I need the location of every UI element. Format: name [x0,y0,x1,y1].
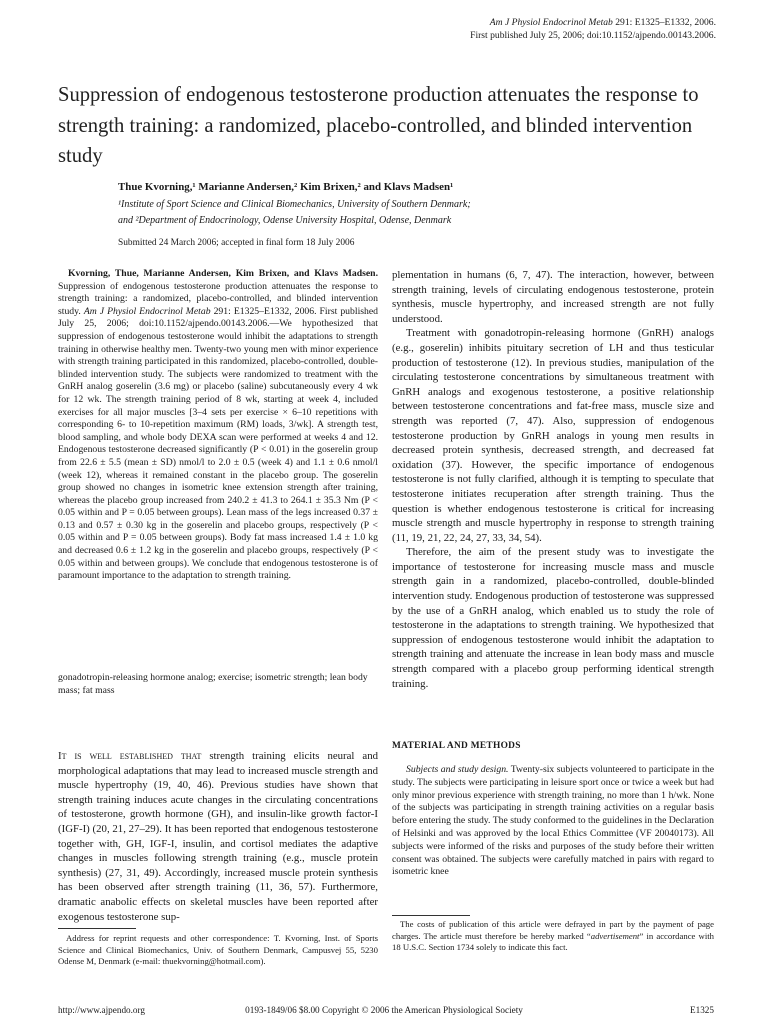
header-citation: 291: E1325–E1332, 2006. [612,17,716,28]
methods-text: Twenty-six subjects volunteered to participate in the study. The subjects were participating in leisure sport once or twice a week but had only minor previous experience with strength training, no more than 1 h/wk. None of the subjects was participating in strength training activities on a regular basis before entering the study. The study conformed to the guidelines in the Declaration of Helsinki and was approved by the local Ethics Committee (VF 20040173). All subjects were informed of the risks and purposes of the study before their written consent was obtained. The subjects were carefully matched in pairs with regard to isometric knee [392,764,714,878]
intro-paragraph-gnrh: Treatment with gonadotropin-releasing hormone (GnRH) analogs (e.g., goserelin) inhibits pituitary secretion of LH and thus testicular production of testosterone (12). In previous studies, manipulation of the circulating testosterone concentrations by simultaneous treatment with GnRH analogs and exogenous testosterone, a positive relationship between testosterone concentrations and fat-free mass, muscle size and strength was reported (7, 47). Also, suppression of endogenous testosterone production by GnRH analogs in young men results in decreased protein synthesis, decreased strength, and decreased fat oxidation (37). However, the specific importance of endogenous testosterone is not fully clarified, although it is tempting to speculate that testosterone initiates recuperation after strength training. Thus the question is whether endogenous testosterone is critical for increasing muscle strength and muscle hypertrophy in response to strength training (11, 19, 21, 22, 24, 27, 33, 34, 54). [392,327,714,544]
footer-page-number: E1325 [690,1005,714,1015]
section-heading-methods: MATERIAL AND METHODS [392,741,521,751]
introduction [58,749,378,924]
intro-lead: It is well established that [58,750,202,762]
affiliations [118,197,718,228]
abstract-paragraph [58,268,378,583]
affiliation-2: and ²Department of Endocrinology, Odense University Hospital, Odense, Denmark [118,214,452,226]
abstract-body: We hypothesized that suppression of endogenous testosterone would inhibit the adaptations to strength training in otherwise healthy men. Twenty-two young men with minor experience with strength training participated in this randomized, placebo-controlled, double-blinded intervention study. The subjects were randomized to treatment with the GnRH analog goserelin (3.6 mg) or placebo (saline) subcutaneously every 4 wk for 12 wk. The strength training period of 8 wk, starting at week 4, included exercises for all major muscles [3–4 sets per exercise × 6–10 repetitions with corresponding 6- to 10-repetition maximum (RM) loads, 3/wk]. A strength test, blood sampling, and whole body DEXA scan were performed at weeks 4 and 12. Endogenous testosterone decreased significantly (P < 0.01) in the goserelin group from 22.6 ± 5.5 (mean ± SD) nmol/l to 2.0 ± 0.5 (week 4) and 1.1 ± 0.6 nmol/l (week 12), whereas it remained constant in the placebo group. The goserelin group showed no changes in isometric knee extension strength after training, whereas the placebo group increased from 240.2 ± 41.3 to 264.1 ± 35.3 Nm (P < 0.05 within and P = 0.05 between groups). Lean mass of the legs increased 0.37 ± 0.13 and 0.57 ± 0.30 kg in the goserelin and placebo groups, respectively (P < 0.05 within and P = 0.05 between groups). Body fat mass increased 1.4 ± 1.0 kg and decreased 0.6 ± 1.2 kg in the goserelin and placebo groups, respectively (P < 0.05 within and between groups). We conclude that endogenous testosterone is of paramount importance to the adaptation to strength training. [58,318,378,582]
footer-copyright: 0193-1849/06 $8.00 Copyright © 2006 the American Physiological Society [245,1005,523,1015]
intro-text: strength training elicits neural and morphological adaptations that may lead to increased muscle strength and muscle hypertrophy (19, 40, 46). Previous studies have shown that strength training induces acute changes in the circulating concentrations of testosterone, growth hormone (GH), and insulin-like growth factor-I (IGF-I) (20, 21, 27–29). It has been reported that endogenous testosterone together with, GH, IGF-I, insulin, and cortisol mediates the adaptive changes in muscles following strength training (e.g., muscle protein synthesis) (27, 31, 49). Accordingly, increased muscle protein synthesis has been observed after strength training (11, 36, 57). Furthermore, dramatic anabolic effects on skeletal muscles have been reported after exogenous testosterone sup- [58,750,378,923]
author-list: Thue Kvorning,¹ Marianne Andersen,² Kim Brixen,² and Klavs Madsen¹ [118,181,454,193]
footnote-rule-left [58,928,136,929]
footnote-address [58,933,378,968]
abstract-authors: Kvorning, Thue, Marianne Andersen, Kim Brixen, and Klavs Madsen. [68,268,378,279]
methods-paragraph [392,764,714,879]
affiliation-1: ¹Institute of Sport Science and Clinical Biomechanics, University of Southern Denmark; [118,199,471,210]
abstract [58,268,378,583]
footnote-costs-post: ” in accordance with 18 U.S.C. Section 1734 solely to indicate this fact. [392,930,714,952]
footnote-address-text: Address for reprint requests and other correspondence: T. Kvorning, Inst. of Sports Science and Clinical Biomechanics, Univ. of Southern Denmark, Campusvej 55, 5230 Odense M, Denmark (e-mail: thuekvorning@hotmail.com). [58,933,378,966]
intro-paragraph-aim: Therefore, the aim of the present study was to investigate the importance of testosterone for increasing muscle mass and muscle strength gain in a randomized, placebo-controlled, double-blinded intervention study. Endogenous production of testosterone was suppressed by the use of a GnRH analog, which enabled us to study the role of testosterone in the adaptations to strength training. We hypothesized that suppression of endogenous testosterone would inhibit the adaptation to strength training and attenuate the increase in lean body mass and muscle strength compared with a placebo group performing identical strength training. [392,546,714,690]
abstract-title: Suppression of endogenous testosterone production attenuates the response to strength training: a randomized, placebo-controlled, and blinded intervention study. [58,280,378,317]
header-journal: Am J Physiol Endocrinol Metab [489,17,613,28]
abstract-journal: Am J Physiol Endocrinol Metab [83,305,211,317]
intro-paragraph [58,749,378,924]
keywords: gonadotropin-releasing hormone analog; exercise; isometric strength; lean body mass; fat mass [58,672,368,696]
abstract-citation: 291: E1325–E1332, 2006. First published July 25, 2006; doi:10.1152/ajpendo.00143.2006.— [58,305,379,330]
footer-url[interactable]: http://www.ajpendo.org [58,1005,146,1015]
right-column [392,268,714,691]
methods-subheading: Subjects and study design. [406,764,509,775]
methods-section [392,764,714,879]
header-published: First published July 25, 2006; doi:10.1152/ajpendo.00143.2006. [470,30,716,41]
footnote-costs-text [392,919,714,954]
submission-dates: Submitted 24 March 2006; accepted in final form 18 July 2006 [118,238,355,248]
footnote-costs [392,919,714,954]
footnote-costs-italic: advertisement [590,930,640,941]
footnote-costs-pre: The costs of publication of this article were defrayed in part by the payment of page charges. The article must therefore be hereby marked “ [392,919,714,941]
article-title: Suppression of endogenous testosterone production attenuates the response to strength training: a randomized, placebo-controlled, and blinded intervention study [58,84,699,167]
footnote-rule-right [392,915,470,916]
running-header [296,16,716,42]
intro-continuation: plementation in humans (6, 7, 47). The interaction, however, between strength training, levels of circulating endogenous testosterone, protein synthesis, muscle hypertrophy, and increased strength are not fully understood. [392,269,714,325]
